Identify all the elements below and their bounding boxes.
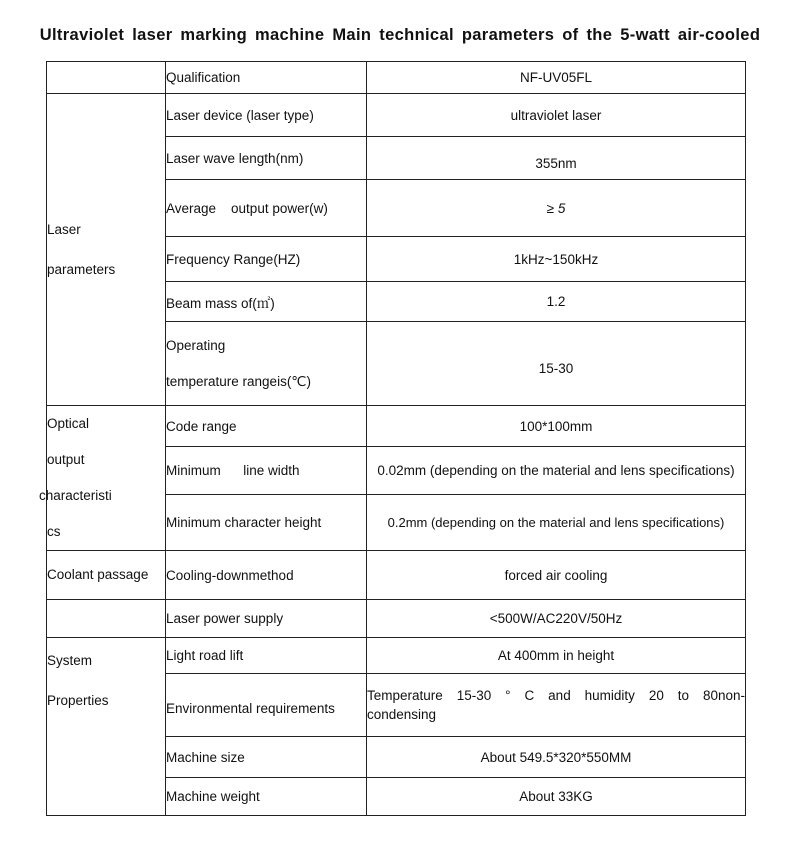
param-light-road-lift: Light road lift [166, 638, 367, 674]
param-minimum-line-width: Minimum line width [166, 447, 367, 495]
value-laser-type: ultraviolet laser [367, 94, 746, 137]
value-beam-mass: 1.2 [367, 282, 746, 322]
param-beam-mass: Beam mass of(㎡) [166, 282, 367, 322]
value-text: 15-30 [538, 361, 574, 376]
value-environmental-requirements: Temperature 15-30 ° C and humidity 20 to 80non-condensing [367, 674, 746, 737]
param-code-range: Code range [166, 406, 367, 447]
value-output-power: ≥ 5 [367, 180, 746, 237]
param-line: Operating [166, 337, 226, 353]
table-row [47, 638, 746, 674]
category-line: characteristi [39, 488, 112, 503]
category-line: System [47, 653, 93, 668]
spec-table [39, 61, 746, 816]
header-value: NF-UV05FL [367, 62, 746, 94]
param-laser-type: Laser device (laser type) [166, 94, 367, 137]
table-row [47, 600, 746, 638]
category-system-properties [47, 638, 166, 816]
category-line: Optical [47, 416, 90, 431]
param-machine-size: Machine size [166, 737, 367, 778]
value-code-range: 100*100mm [367, 406, 746, 447]
value-machine-weight: About 33KG [367, 778, 746, 816]
table-row [47, 62, 746, 94]
value-laser-power-supply: <500W/AC220V/50Hz [367, 600, 746, 638]
table-row [47, 551, 746, 600]
param-cooling-method: Cooling-downmethod [166, 551, 367, 600]
empty-cell [47, 600, 166, 638]
document-title: Ultraviolet laser marking machine Main technical parameters of the 5-watt air-cooled [39, 26, 761, 44]
param-minimum-character-height: Minimum character height [166, 495, 367, 551]
param-output-power: Average output power(w) [166, 180, 367, 237]
empty-cell [47, 62, 166, 94]
param-line: temperature rangeis(℃) [166, 373, 311, 389]
category-line: cs [47, 524, 61, 539]
value-machine-size: About 549.5*320*550MM [367, 737, 746, 778]
category-optical-output [39, 406, 166, 551]
value-frequency-range: 1kHz~150kHz [367, 237, 746, 282]
value-wave-length [367, 137, 746, 180]
value-cooling-method: forced air cooling [367, 551, 746, 600]
category-laser-parameters [47, 94, 166, 406]
param-wave-length: Laser wave length(nm) [166, 137, 367, 180]
param-frequency-range: Frequency Range(HZ) [166, 237, 367, 282]
category-line: output [47, 452, 85, 467]
category-line: Properties [47, 693, 109, 708]
value-minimum-line-width: 0.02mm (depending on the material and lens specifications) [367, 447, 746, 495]
param-machine-weight: Machine weight [166, 778, 367, 816]
param-environmental-requirements: Environmental requirements [166, 674, 367, 737]
category-line: Laser [47, 221, 81, 237]
value-light-road-lift: At 400mm in height [367, 638, 746, 674]
param-operating-temperature [166, 322, 367, 406]
header-label: Qualification [166, 62, 367, 94]
table-row [47, 406, 746, 447]
value-operating-temperature [367, 322, 746, 406]
category-line: parameters [47, 261, 116, 277]
param-laser-power-supply: Laser power supply [166, 600, 367, 638]
value-minimum-character-height: 0.2mm (depending on the material and lens specifications) [367, 495, 746, 551]
value-text: 355nm [535, 155, 577, 171]
category-coolant-passage: Coolant passage [47, 551, 166, 600]
table-row [47, 94, 746, 137]
